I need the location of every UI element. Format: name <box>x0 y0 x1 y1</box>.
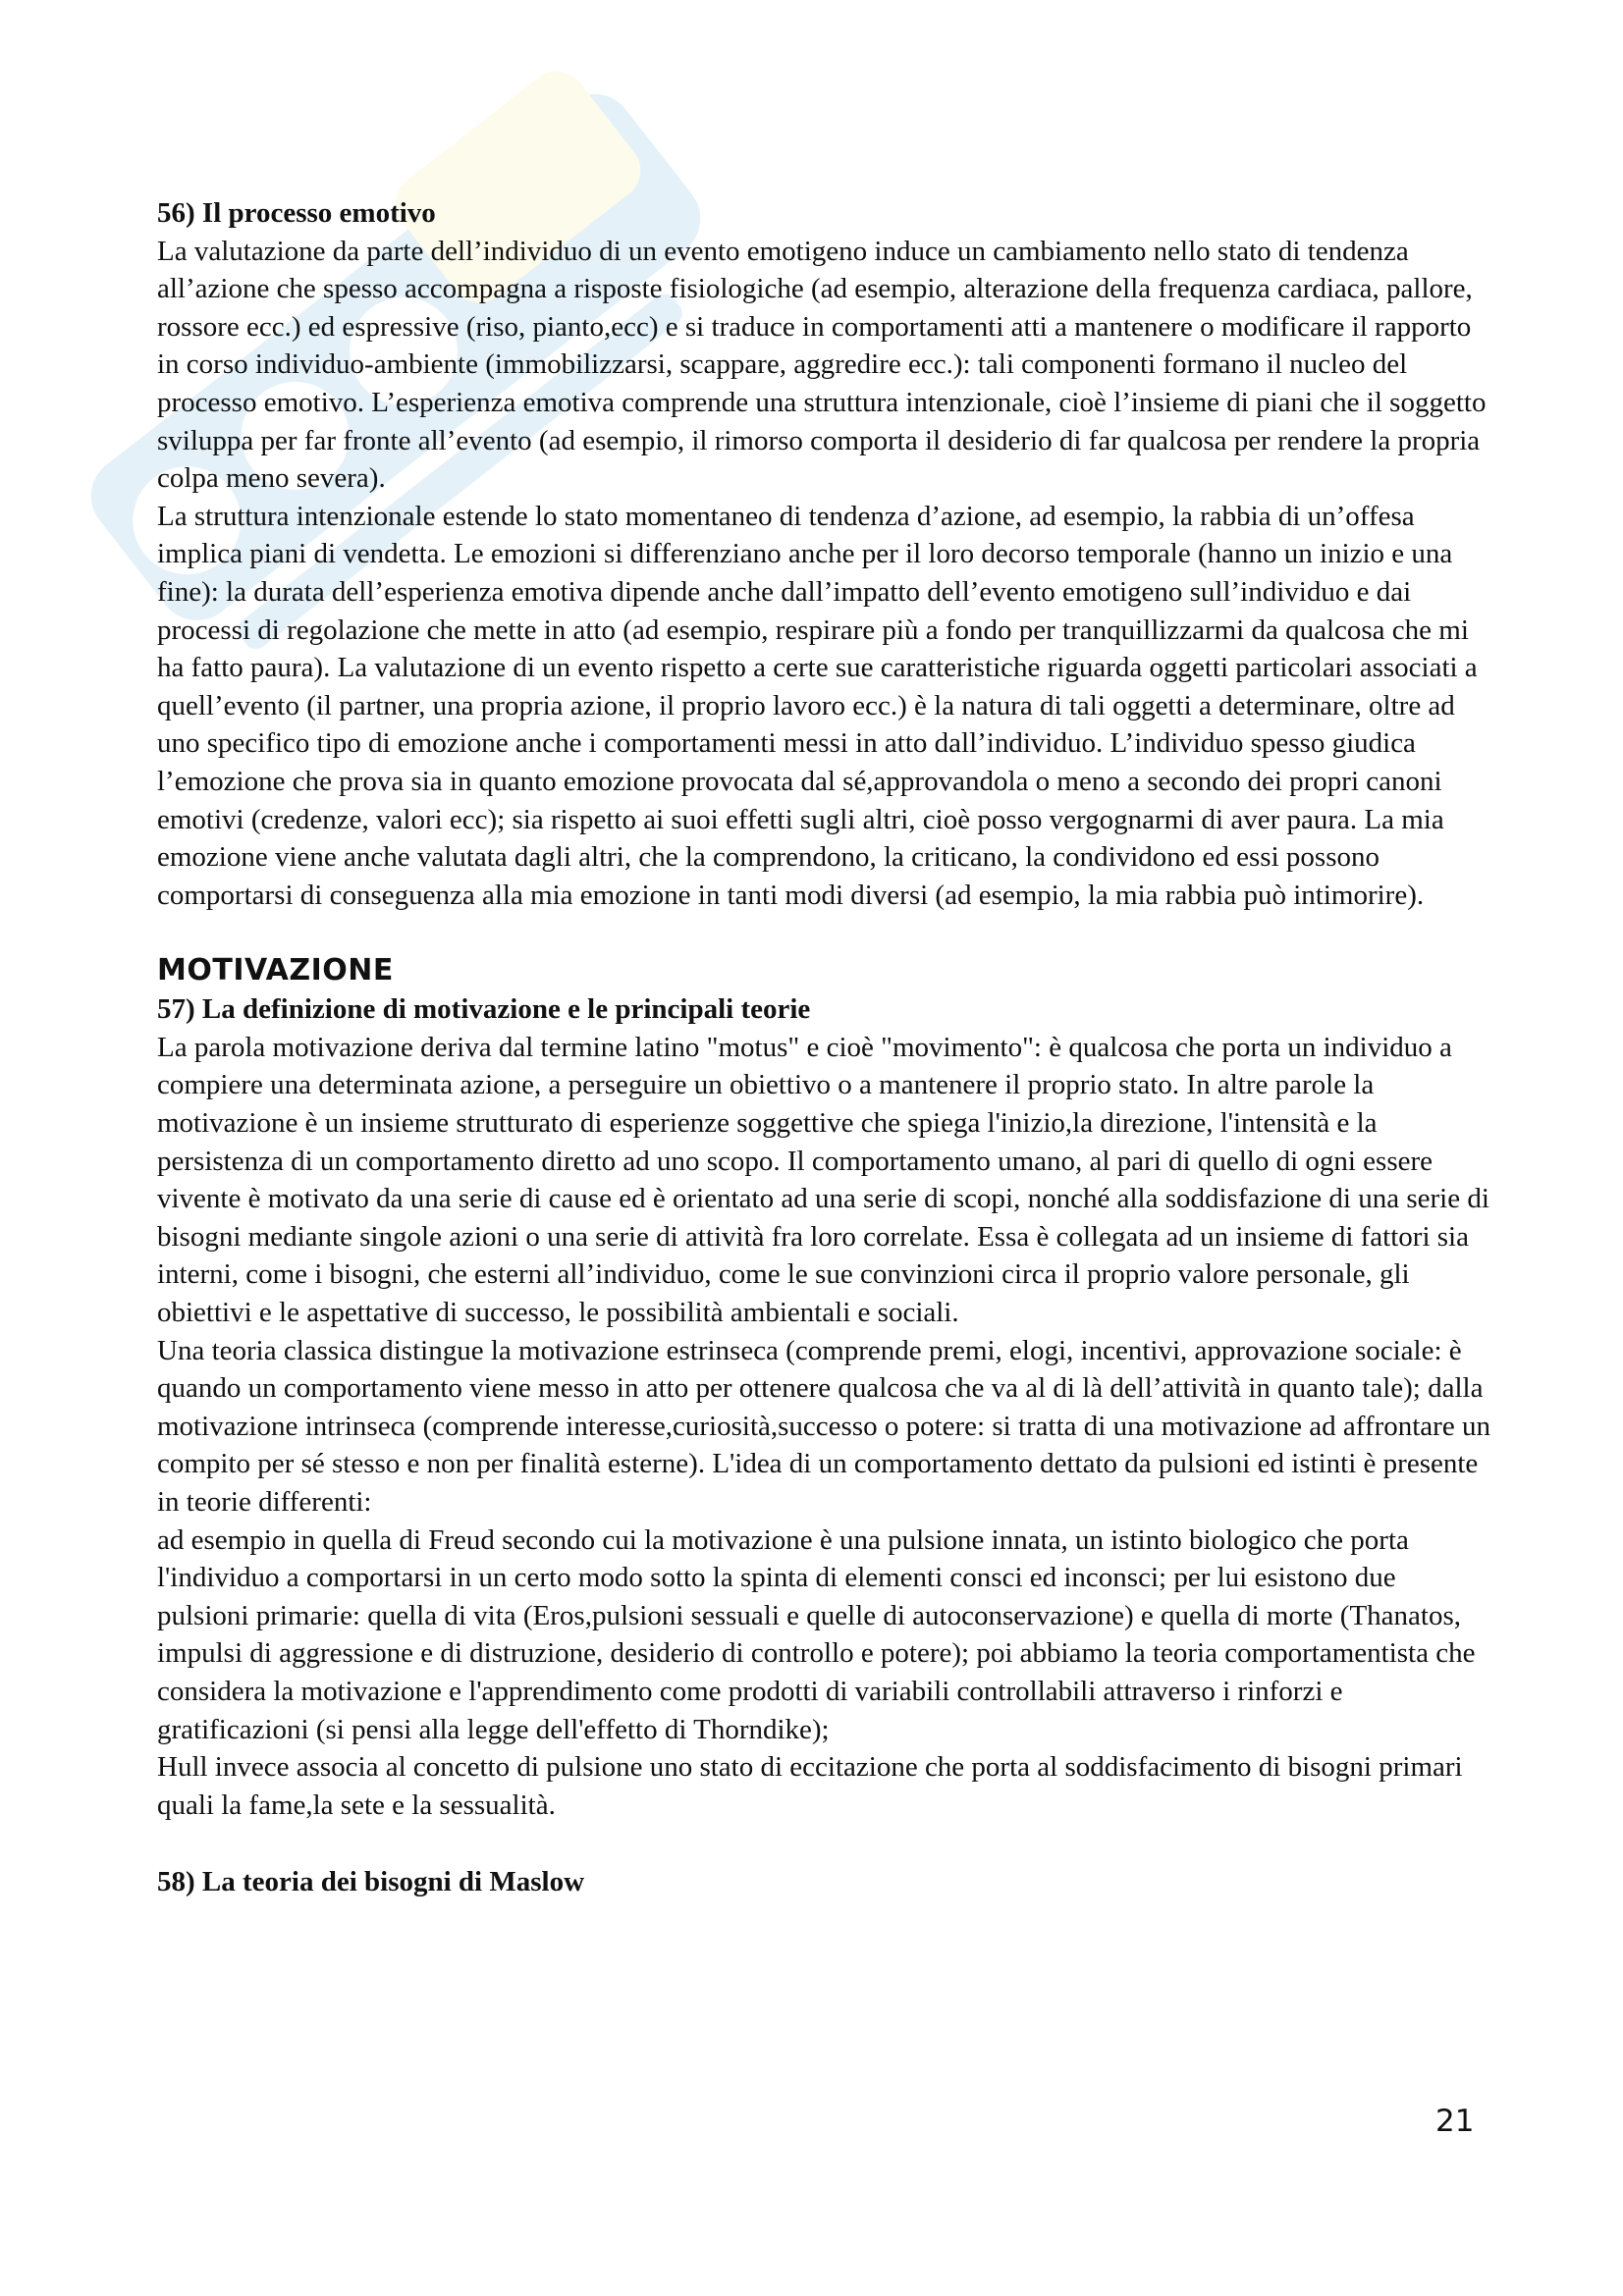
section-57-paragraph: Una teoria classica distingue la motivazione estrinseca (comprende premi, elogi, incentivi, approvazione sociale: è quando un comportamento viene messo in atto per ottenere qualcosa che va al di là dell’attività in quanto tale); dalla motivazione intrinseca (comprende interesse,curiosità,successo o potere: si tratta di una motivazione ad affrontare un compito per sé stesso e non per finalità esterne). L'idea di un comportamento dettato da pulsioni ed istinti è presente in teorie differenti: <box>157 1334 1490 1518</box>
section-56-paragraph: La struttura intenzionale estende lo stato momentaneo di tendenza d’azione, ad esempio, la rabbia di un’offesa implica piani di vendetta. Le emozioni si differenziano anche per il loro decorso temporale (hanno un inizio e una fine): la durata dell’esperienza emotiva dipende anche dall’impatto dell’evento emotigeno sull’individuo e dai processi di regolazione che mette in atto (ad esempio, respirare più a fondo per tranquillizzarmi da qualcosa che mi ha fatto paura). La valutazione di un evento rispetto a certe sue caratteristiche riguarda oggetti particolari associati a quell’evento (il partner, una propria azione, il proprio lavoro ecc.) è la natura di tali oggetti a determinare, oltre ad uno specifico tipo di emozione anche i comportamenti messi in atto dall’individuo. L’individuo spesso giudica l’emozione che prova sia in quanto emozione provocata dal sé,approvandola o meno a secondo dei propri canoni emotivi (credenze, valori ecc); sia rispetto ai suoi effetti sugli altri, cioè posso vergognarmi di aver paura. La mia emozione viene anche valutata dagli altri, che la comprendono, la criticano, la condividono ed essi possono comportarsi di conseguenza alla mia emozione in tanti modi diversi (ad esempio, la mia rabbia può intimorire). <box>157 500 1478 911</box>
section-58-heading: 58) La teoria dei bisogni di Maslow <box>157 1866 585 1898</box>
section-57-heading: 57) La definizione di motivazione e le principali teorie <box>157 993 811 1026</box>
document-body <box>157 194 1492 1901</box>
section-56-heading: 56) Il processo emotivo <box>157 197 436 229</box>
section-title-motivazione: MOTIVAZIONE <box>157 953 394 988</box>
section-56-paragraph: La valutazione da parte dell’individuo di un evento emotigeno induce un cambiamento nello stato di tendenza all’azione che spesso accompagna a risposte fisiologiche (ad esempio, alterazione della frequenza cardiaca, pallore, rossore ecc.) ed espressive (riso, pianto,ecc) e si traduce in comportamenti atti a mantenere o modificare il rapporto in corso individuo-ambiente (immobilizzarsi, scappare, aggredire ecc.): tali componenti formano il nucleo del processo emotivo. L’esperienza emotiva comprende una struttura intenzionale, cioè l’insieme di piani che il soggetto sviluppa per far fronte all’evento (ad esempio, il rimorso comporta il desiderio di far qualcosa per rendere la propria colpa meno severa). <box>157 235 1487 495</box>
section-57-paragraph: Hull invece associa al concetto di pulsione uno stato di eccitazione che porta al soddisfacimento di bisogni primari quali la fame,la sete e la sessualità. <box>157 1751 1463 1821</box>
page-number: 21 <box>1435 2104 1475 2139</box>
section-57-paragraph: ad esempio in quella di Freud secondo cui la motivazione è una pulsione innata, un istinto biologico che porta l'individuo a comportarsi in un certo modo sotto la spinta di elementi consci ed inconsci; per lui esistono due pulsioni primarie: quella di vita (Eros,pulsioni sessuali e quelle di autoconservazione) e quella di morte (Thanatos, impulsi di aggressione e di distruzione, desiderio di controllo e potere); poi abbiamo la teoria comportamentista che considera la motivazione e l'apprendimento come prodotti di variabili controllabili attraverso i rinforzi e gratificazioni (si pensi alla legge dell'effetto di Thorndike); <box>157 1523 1476 1745</box>
section-57-paragraph: La parola motivazione deriva dal termine latino "motus" e cioè "movimento": è qualcosa che porta un individuo a compiere una determinata azione, a perseguire un obiettivo o a mantenere il proprio stato. In altre parole la motivazione è un insieme strutturato di esperienze soggettive che spiega l'inizio,la direzione, l'intensità e la persistenza di un comportamento diretto ad uno scopo. Il comportamento umano, al pari di quello di ogni essere vivente è motivato da una serie di cause ed è orientato ad una serie di scopi, nonché alla soddisfazione di una serie di bisogni mediante singole azioni o una serie di attività fra loro correlate. Essa è collegata ad un insieme di fattori sia interni, come i bisogni, che esterni all’individuo, come le sue convinzioni circa il proprio valore personale, gli obiettivi e le aspettative di successo, le possibilità ambientali e sociali. <box>157 1031 1489 1329</box>
